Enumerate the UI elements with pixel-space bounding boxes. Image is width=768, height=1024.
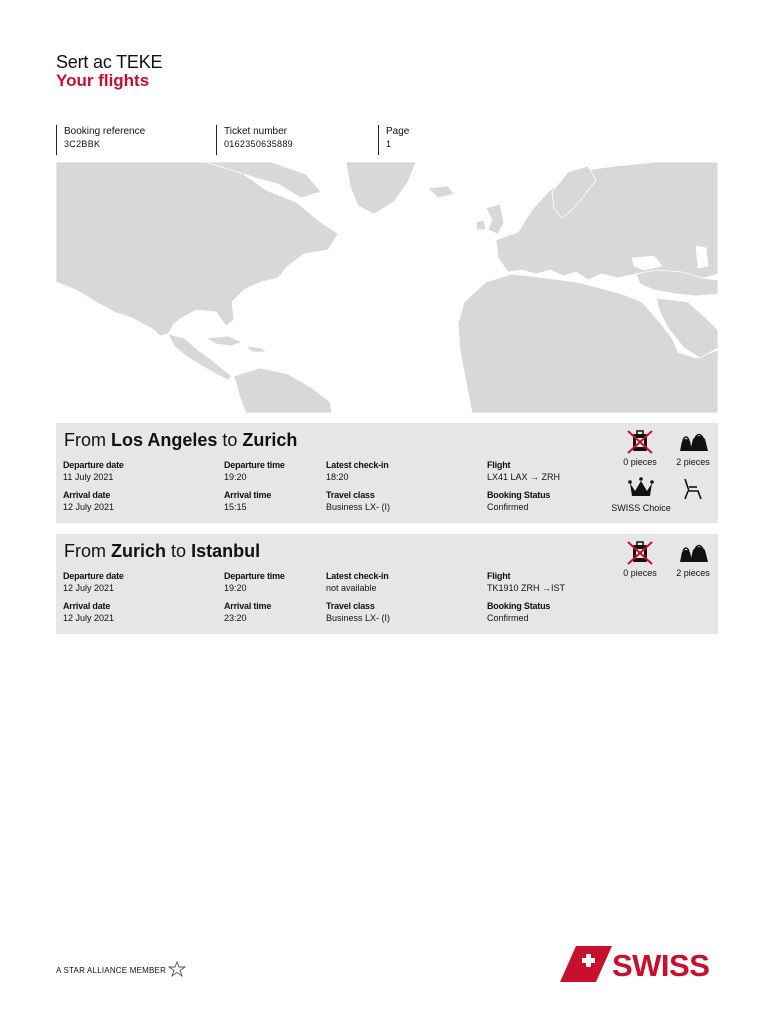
ticket-number-label: Ticket number	[224, 126, 287, 137]
from-text: From	[64, 541, 106, 561]
reference-bar	[56, 125, 718, 155]
swiss-cross-logo-icon	[560, 946, 612, 982]
origin-city: Zurich	[111, 541, 167, 561]
travel-class: Travel class Business LX- (I)	[326, 601, 391, 623]
destination-city: Zurich	[242, 430, 298, 450]
page-number	[378, 125, 409, 155]
fare-family	[606, 475, 676, 513]
arrival-date: Arrival date 12 July 2021	[63, 490, 115, 512]
page-number-label: Page	[386, 126, 410, 137]
to-text: to	[171, 541, 187, 561]
checked-bags-count: 0 pieces	[623, 568, 657, 578]
ticket-number-value: 0162350635889	[224, 139, 293, 149]
seat-icon	[679, 475, 705, 501]
flight-number: Flight LX41 LAX → ZRH	[487, 460, 561, 482]
route-map	[56, 162, 718, 413]
hand-baggage-icon	[676, 429, 710, 455]
passenger-name: Sert ac TEKE	[56, 52, 163, 72]
ticket-number	[216, 125, 293, 155]
hand-baggage-icon	[676, 540, 710, 566]
origin-city: Los Angeles	[111, 430, 218, 450]
latest-check-in: Latest check-in not available	[326, 571, 389, 593]
departure-date: Departure date 12 July 2021	[63, 571, 124, 593]
booking-reference-value: 3C2BBK	[64, 139, 101, 149]
hand-bags-count: 2 pieces	[676, 568, 710, 578]
arrival-time: Arrival time 23:20	[224, 601, 272, 623]
page-number-value: 1	[386, 139, 392, 149]
departure-time: Departure time 19:20	[224, 571, 285, 593]
flight-route-title	[64, 430, 297, 451]
booking-reference-label: Booking reference	[64, 126, 146, 137]
hand-baggage	[668, 429, 718, 467]
travel-class: Travel class Business LX- (I)	[326, 490, 391, 512]
no-checked-baggage-icon	[626, 540, 654, 566]
checked-baggage	[612, 540, 668, 578]
arrival-time: Arrival time 15:15	[224, 490, 272, 512]
departure-time: Departure time 19:20	[224, 460, 285, 482]
crown-icon	[627, 475, 655, 501]
booking-status: Booking Status Confirmed	[487, 601, 551, 623]
to-text: to	[222, 430, 238, 450]
seat-info	[674, 475, 710, 503]
booking-status: Booking Status Confirmed	[487, 490, 551, 512]
world-map-image	[56, 162, 718, 413]
from-text: From	[64, 430, 106, 450]
booking-reference	[56, 125, 145, 155]
star-alliance-text: A STAR ALLIANCE MEMBER	[56, 966, 167, 975]
hand-bags-count: 2 pieces	[676, 457, 710, 467]
fare-name: SWISS Choice	[611, 503, 671, 513]
checked-bags-count: 0 pieces	[623, 457, 657, 467]
arrival-date: Arrival date 12 July 2021	[63, 601, 115, 623]
page-subtitle: Your flights	[56, 71, 150, 90]
swiss-brand-wordmark: SWISS	[612, 948, 710, 983]
flight-number: Flight TK1910 ZRH →IST	[487, 571, 566, 593]
departure-date: Departure date 11 July 2021	[63, 460, 124, 482]
flight-route-title	[64, 541, 260, 562]
destination-city: Istanbul	[191, 541, 261, 561]
no-checked-baggage-icon	[626, 429, 654, 455]
latest-check-in: Latest check-in 18:20	[326, 460, 389, 482]
checked-baggage	[612, 429, 668, 467]
flight-card-2	[56, 534, 718, 634]
flight-card-1	[56, 423, 718, 523]
star-alliance-icon	[168, 961, 186, 977]
hand-baggage	[668, 540, 718, 578]
